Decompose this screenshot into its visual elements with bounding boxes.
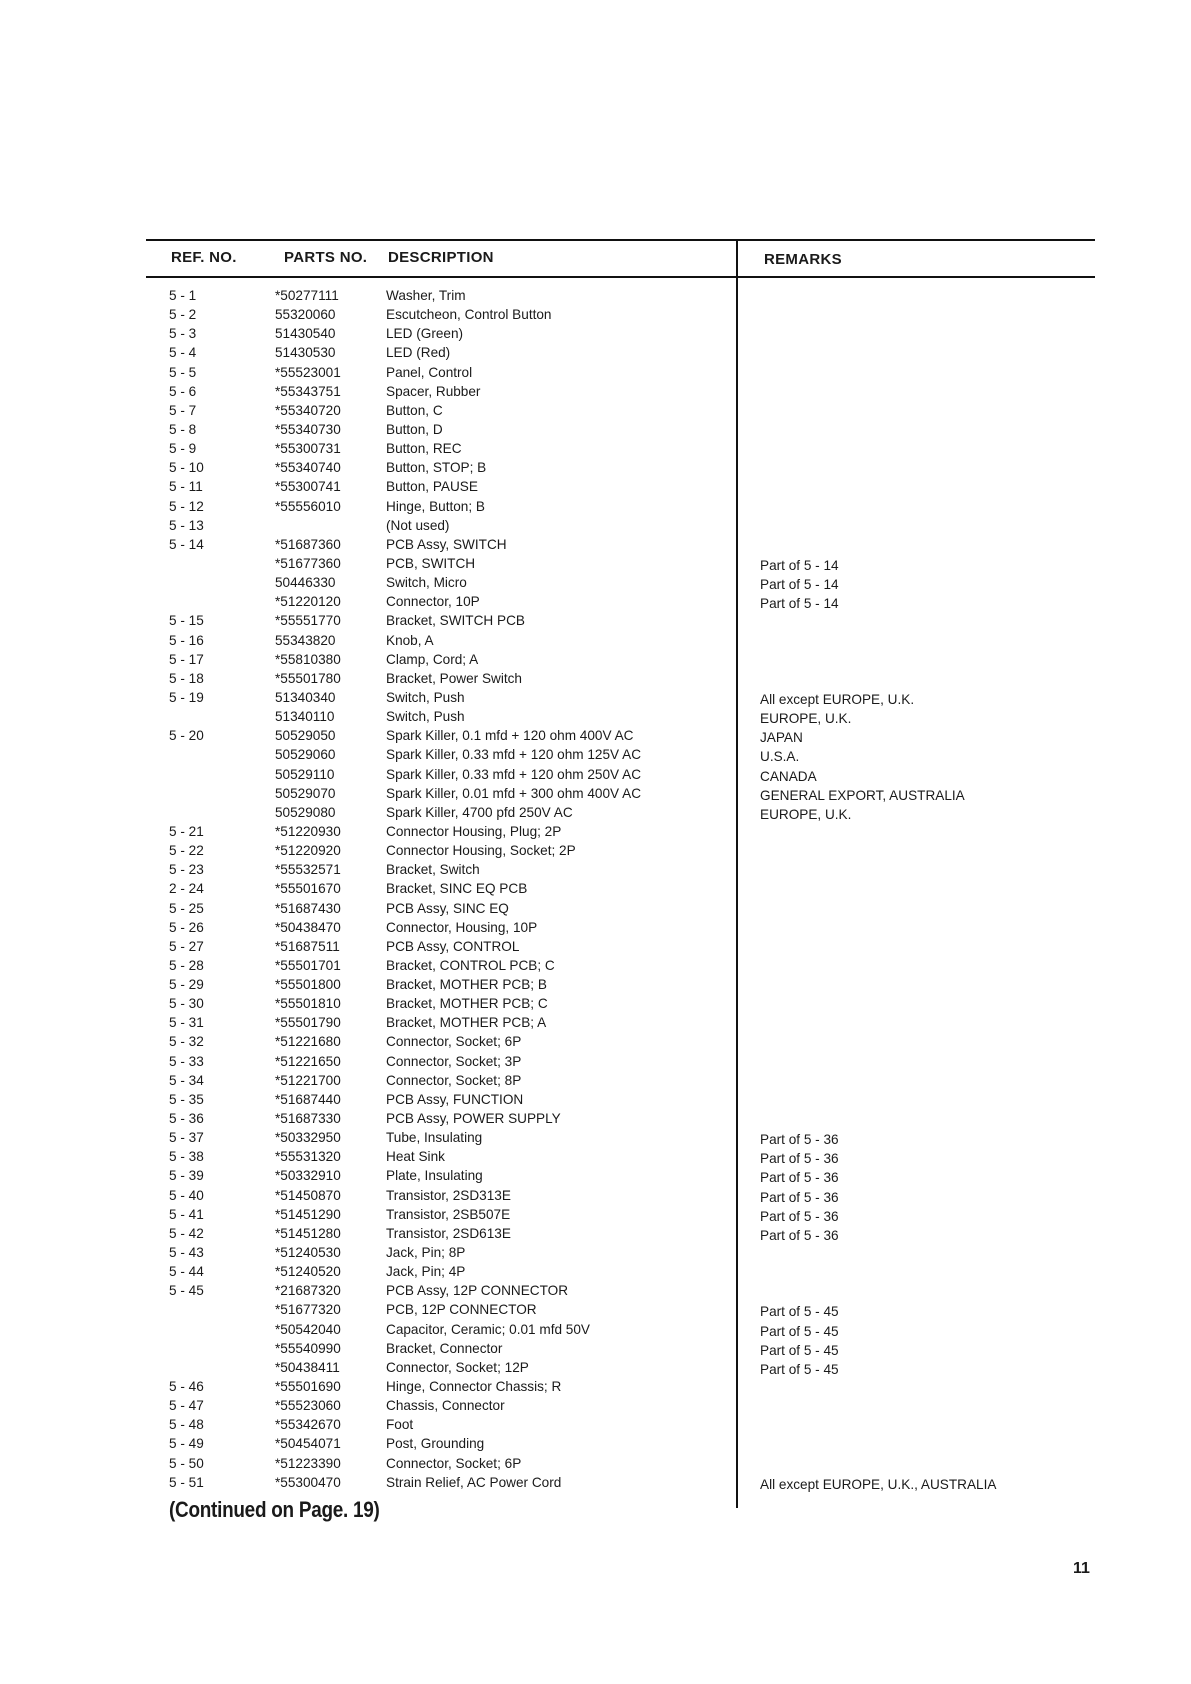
table-header-rule [146,276,1095,278]
table-row [0,631,1191,650]
remarks-cell: CANADA [760,768,817,784]
table-row [0,726,1191,745]
parts-no-cell: *51240520 [275,1264,341,1280]
parts-no-cell: 50529080 [275,804,336,820]
remarks-cell: Part of 5 - 36 [760,1151,839,1167]
parts-no-cell: *51687511 [275,938,340,954]
parts-no-cell: *55342670 [275,1417,341,1433]
parts-no-cell: *51451290 [275,1206,341,1222]
table-row [0,994,1191,1013]
table-row [0,1377,1191,1396]
table-row [0,937,1191,956]
ref-cell: 5 - 43 [169,1245,204,1261]
parts-no-cell: *51687430 [275,900,341,916]
remarks-cell: GENERAL EXPORT, AUSTRALIA [760,787,965,803]
parts-no-cell: *51220930 [275,823,341,839]
ref-cell: 5 - 45 [169,1283,204,1299]
parts-no-cell: *51221680 [275,1034,341,1050]
remarks-cell: Part of 5 - 14 [760,596,839,612]
parts-no-cell: *55540990 [275,1340,341,1356]
table-row [0,286,1191,305]
table-row [0,1434,1191,1453]
table-row [0,516,1191,535]
ref-cell: 5 - 47 [169,1398,204,1414]
parts-no-cell: *55532571 [275,862,341,878]
parts-no-cell: *51221650 [275,1053,341,1069]
table-row [0,592,1191,611]
table-row [0,879,1191,898]
description-cell: Panel, Control [386,364,473,380]
description-cell: PCB Assy, POWER SUPPLY [386,1111,561,1127]
table-row [0,975,1191,994]
table-row [0,477,1191,496]
description-cell: Capacitor, Ceramic; 0.01 mfd 50V [386,1321,590,1337]
table-row [0,1300,1191,1319]
ref-cell: 5 - 34 [169,1072,204,1088]
table-row [0,343,1191,362]
remarks-cell: Part of 5 - 36 [760,1227,839,1243]
parts-no-cell: *55501701 [275,957,341,973]
ref-cell: 5 - 17 [169,651,204,667]
ref-cell: 5 - 21 [169,823,204,839]
ref-cell: 5 - 46 [169,1379,204,1395]
table-row [0,1205,1191,1224]
ref-cell: 5 - 1 [169,288,197,303]
header-parts-no: PARTS NO. [284,249,368,266]
parts-no-cell: *51220120 [275,594,341,610]
table-row [0,1186,1191,1205]
parts-no-cell: *55300741 [275,479,341,495]
parts-no-cell: *55343751 [275,383,341,399]
table-row [0,1052,1191,1071]
table-row [0,688,1191,707]
description-cell: Spark Killer, 4700 pfd 250V AC [386,804,573,820]
ref-cell: 5 - 39 [169,1168,204,1184]
description-cell: Transistor, 2SD313E [386,1187,511,1203]
remarks-cell: Part of 5 - 14 [760,557,839,573]
table-row [0,458,1191,477]
table-row [0,860,1191,879]
remarks-cell: Part of 5 - 36 [760,1170,839,1186]
description-cell: Bracket, MOTHER PCB; B [386,977,547,993]
parts-no-cell: *55551770 [275,613,341,629]
table-row [0,822,1191,841]
ref-cell: 5 - 7 [169,402,197,418]
description-cell: Spark Killer, 0.33 mfd + 120 ohm 125V AC [386,747,642,763]
parts-no-cell: *51677360 [275,555,341,571]
description-cell: Spark Killer, 0.01 mfd + 300 ohm 400V AC [386,785,642,801]
table-row [0,382,1191,401]
ref-cell: 5 - 18 [169,670,204,686]
table-row [0,745,1191,764]
description-cell: Chassis, Connector [386,1398,505,1414]
description-cell: Hinge, Connector Chassis; R [386,1379,562,1395]
parts-no-cell: *55340720 [275,402,341,418]
table-row [0,1454,1191,1473]
parts-no-cell: *55523060 [275,1398,341,1414]
description-cell: Heat Sink [386,1149,445,1165]
ref-cell: 5 - 42 [169,1225,204,1241]
table-row [0,535,1191,554]
remarks-cell: Part of 5 - 36 [760,1189,839,1205]
parts-no-cell: *51687360 [275,536,341,552]
description-cell: (Not used) [386,517,450,533]
parts-no-cell: 50529070 [275,785,336,801]
description-cell: Knob, A [386,632,434,648]
description-cell: Button, PAUSE [386,479,478,495]
parts-no-cell: *51240530 [275,1245,341,1261]
parts-no-cell: 51430540 [275,326,336,342]
table-row [0,784,1191,803]
description-cell: Tube, Insulating [386,1130,483,1146]
parts-no-cell: *55501780 [275,670,341,686]
ref-cell: 5 - 27 [169,938,204,954]
table-row [0,899,1191,918]
table-row [0,918,1191,937]
remarks-cell: Part of 5 - 14 [760,577,839,593]
ref-cell: 5 - 41 [169,1206,204,1222]
parts-no-cell: 51340340 [275,689,336,705]
description-cell: Button, D [386,421,443,437]
table-row [0,1262,1191,1281]
table-row [0,765,1191,784]
ref-cell: 5 - 36 [169,1111,204,1127]
table-row [0,305,1191,324]
description-cell: LED (Green) [386,326,464,342]
ref-cell: 5 - 16 [169,632,204,648]
ref-cell: 5 - 48 [169,1417,204,1433]
table-row [0,1224,1191,1243]
table-row [0,1166,1191,1185]
ref-cell: 5 - 26 [169,919,204,935]
table-row [0,1243,1191,1262]
table-row [0,439,1191,458]
description-cell: PCB, 12P CONNECTOR [386,1302,537,1318]
description-cell: Spacer, Rubber [386,383,481,399]
table-row [0,1473,1191,1492]
parts-no-cell: 51340110 [275,709,335,725]
description-cell: Jack, Pin; 4P [386,1264,466,1280]
description-cell: Spark Killer, 0.1 mfd + 120 ohm 400V AC [386,728,634,744]
ref-cell: 5 - 49 [169,1436,204,1452]
parts-no-cell: *55531320 [275,1149,341,1165]
parts-no-cell: *55340740 [275,460,341,476]
continued-note: (Continued on Page. 19) [169,1497,380,1522]
header-ref-no: REF. NO. [171,249,237,266]
parts-no-cell: *55810380 [275,651,341,667]
table-row [0,1281,1191,1300]
remarks-cell: EUROPE, U.K. [760,711,852,727]
table-row [0,1320,1191,1339]
description-cell: Connector, Housing, 10P [386,919,538,935]
description-cell: Connector, Socket; 12P [386,1359,529,1375]
table-row [0,420,1191,439]
ref-cell: 5 - 29 [169,977,204,993]
header-description: DESCRIPTION [388,249,494,266]
parts-no-cell: *55523001 [275,364,341,380]
parts-table-body [0,286,1191,1492]
ref-cell: 5 - 32 [169,1034,204,1050]
description-cell: PCB Assy, FUNCTION [386,1091,524,1107]
description-cell: Hinge, Button; B [386,498,485,514]
ref-cell: 5 - 15 [169,613,204,629]
ref-cell: 5 - 22 [169,843,204,859]
description-cell: Button, STOP; B [386,460,487,476]
table-row [0,1147,1191,1166]
table-top-rule [146,239,1095,241]
parts-no-cell: *50332910 [275,1168,341,1184]
table-row [0,1071,1191,1090]
parts-no-cell: 51430530 [275,345,336,361]
ref-cell: 5 - 35 [169,1091,204,1107]
remarks-cell: Part of 5 - 36 [760,1132,839,1148]
parts-no-cell: *55501690 [275,1379,341,1395]
description-cell: Transistor, 2SD613E [386,1225,511,1241]
ref-cell: 5 - 3 [169,326,197,342]
ref-cell: 5 - 31 [169,1015,204,1031]
table-row [0,841,1191,860]
description-cell: Bracket, SWITCH PCB [386,613,525,629]
table-row [0,1090,1191,1109]
table-row [0,1396,1191,1415]
description-cell: Connector Housing, Plug; 2P [386,823,562,839]
description-cell: Transistor, 2SB507E [386,1206,511,1222]
remarks-cell: All except EUROPE, U.K. [760,691,915,707]
ref-cell: 5 - 50 [169,1455,204,1471]
parts-no-cell: *50277111 [275,288,339,303]
description-cell: Connector Housing, Socket; 2P [386,843,576,859]
ref-cell: 5 - 10 [169,460,204,476]
description-cell: PCB Assy, 12P CONNECTOR [386,1283,569,1299]
parts-no-cell: *55501670 [275,881,341,897]
table-row [0,1415,1191,1434]
ref-cell: 5 - 12 [169,498,204,514]
ref-cell: 5 - 23 [169,862,204,878]
description-cell: Plate, Insulating [386,1168,483,1184]
parts-no-cell: *50438411 [275,1359,340,1375]
table-row [0,1128,1191,1147]
remarks-cell: JAPAN [760,730,803,746]
ref-cell: 5 - 51 [169,1474,204,1490]
parts-no-cell: *51220920 [275,843,341,859]
parts-no-cell: 50529060 [275,747,336,763]
description-cell: Strain Relief, AC Power Cord [386,1474,562,1490]
ref-cell: 5 - 30 [169,996,204,1012]
table-row [0,1109,1191,1128]
description-cell: Bracket, MOTHER PCB; A [386,1015,547,1031]
parts-no-cell: *51223390 [275,1455,341,1471]
description-cell: PCB, SWITCH [386,555,476,571]
remarks-cell: U.S.A. [760,749,800,765]
description-cell: Bracket, Power Switch [386,670,522,686]
remarks-cell: All except EUROPE, U.K., AUSTRALIA [760,1476,997,1492]
ref-cell: 5 - 9 [169,441,197,457]
parts-no-cell: *50542040 [275,1321,341,1337]
description-cell: PCB Assy, SINC EQ [386,900,509,916]
ref-cell: 5 - 4 [169,345,197,361]
table-row [0,401,1191,420]
parts-no-cell: *51450870 [275,1187,341,1203]
ref-cell: 5 - 28 [169,957,204,973]
ref-cell: 2 - 24 [169,881,204,897]
parts-no-cell: *55340730 [275,421,341,437]
table-row [0,650,1191,669]
parts-no-cell: *55300470 [275,1474,341,1490]
parts-no-cell: 55320060 [275,307,336,323]
table-row [0,803,1191,822]
ref-cell: 5 - 8 [169,421,197,437]
table-row [0,611,1191,630]
description-cell: Washer, Trim [386,288,466,303]
parts-no-cell: *50454071 [275,1436,341,1452]
parts-no-cell: 50529050 [275,728,336,744]
ref-cell: 5 - 20 [169,728,204,744]
ref-cell: 5 - 5 [169,364,197,380]
description-cell: Switch, Push [386,709,465,725]
table-row [0,956,1191,975]
remarks-cell: Part of 5 - 45 [760,1342,839,1358]
parts-no-cell: *51677320 [275,1302,341,1318]
table-row [0,497,1191,516]
ref-cell: 5 - 14 [169,536,204,552]
table-row [0,363,1191,382]
table-row [0,707,1191,726]
description-cell: Switch, Push [386,689,465,705]
description-cell: PCB Assy, CONTROL [386,938,520,954]
ref-cell: 5 - 40 [169,1187,204,1203]
parts-no-cell: *50332950 [275,1130,341,1146]
remarks-cell: Part of 5 - 45 [760,1361,839,1377]
description-cell: Connector, Socket; 8P [386,1072,522,1088]
ref-cell: 5 - 38 [169,1149,204,1165]
table-row [0,1032,1191,1051]
remarks-cell: Part of 5 - 36 [760,1208,839,1224]
table-row [0,554,1191,573]
remarks-cell: Part of 5 - 45 [760,1304,839,1320]
remarks-cell: EUROPE, U.K. [760,806,852,822]
table-row [0,573,1191,592]
description-cell: Button, REC [386,441,462,457]
table-row [0,1013,1191,1032]
description-cell: Escutcheon, Control Button [386,307,552,323]
page-number: 11 [1073,1560,1090,1577]
ref-cell: 5 - 37 [169,1130,204,1146]
ref-cell: 5 - 11 [169,479,203,495]
description-cell: Spark Killer, 0.33 mfd + 120 ohm 250V AC [386,766,642,782]
description-cell: Button, C [386,402,443,418]
description-cell: Bracket, MOTHER PCB; C [386,996,548,1012]
description-cell: Bracket, CONTROL PCB; C [386,957,555,973]
ref-cell: 5 - 44 [169,1264,204,1280]
table-row [0,324,1191,343]
ref-cell: 5 - 25 [169,900,204,916]
description-cell: Switch, Micro [386,575,467,591]
parts-no-cell: *50438470 [275,919,341,935]
parts-no-cell: 50529110 [275,766,335,782]
ref-cell: 5 - 6 [169,383,197,399]
ref-cell: 5 - 2 [169,307,197,323]
parts-no-cell: *51451280 [275,1225,341,1241]
parts-no-cell: *51221700 [275,1072,341,1088]
description-cell: Connector, Socket; 6P [386,1455,522,1471]
remarks-cell: Part of 5 - 45 [760,1323,839,1339]
description-cell: Connector, 10P [386,594,480,610]
parts-no-cell: *55501810 [275,996,341,1012]
description-cell: Bracket, Connector [386,1340,503,1356]
description-cell: PCB Assy, SWITCH [386,536,507,552]
parts-no-cell: *21687320 [275,1283,341,1299]
parts-no-cell: 55343820 [275,632,336,648]
description-cell: Bracket, Switch [386,862,480,878]
header-remarks: REMARKS [764,251,842,268]
parts-no-cell: *55556010 [275,498,341,514]
description-cell: Clamp, Cord; A [386,651,479,667]
ref-cell: 5 - 33 [169,1053,204,1069]
description-cell: Bracket, SINC EQ PCB [386,881,528,897]
description-cell: Jack, Pin; 8P [386,1245,466,1261]
parts-no-cell: *55501790 [275,1015,341,1031]
parts-no-cell: *55300731 [275,441,341,457]
parts-no-cell: *55501800 [275,977,341,993]
ref-cell: 5 - 13 [169,517,204,533]
ref-cell: 5 - 19 [169,689,204,705]
table-row [0,1339,1191,1358]
description-cell: Foot [386,1417,414,1433]
description-cell: Connector, Socket; 6P [386,1034,522,1050]
description-cell: Post, Grounding [386,1436,485,1452]
table-row [0,1358,1191,1377]
parts-no-cell: *51687330 [275,1111,341,1127]
description-cell: LED (Red) [386,345,451,361]
parts-no-cell: *51687440 [275,1091,341,1107]
parts-no-cell: 50446330 [275,575,336,591]
table-row [0,669,1191,688]
description-cell: Connector, Socket; 3P [386,1053,522,1069]
